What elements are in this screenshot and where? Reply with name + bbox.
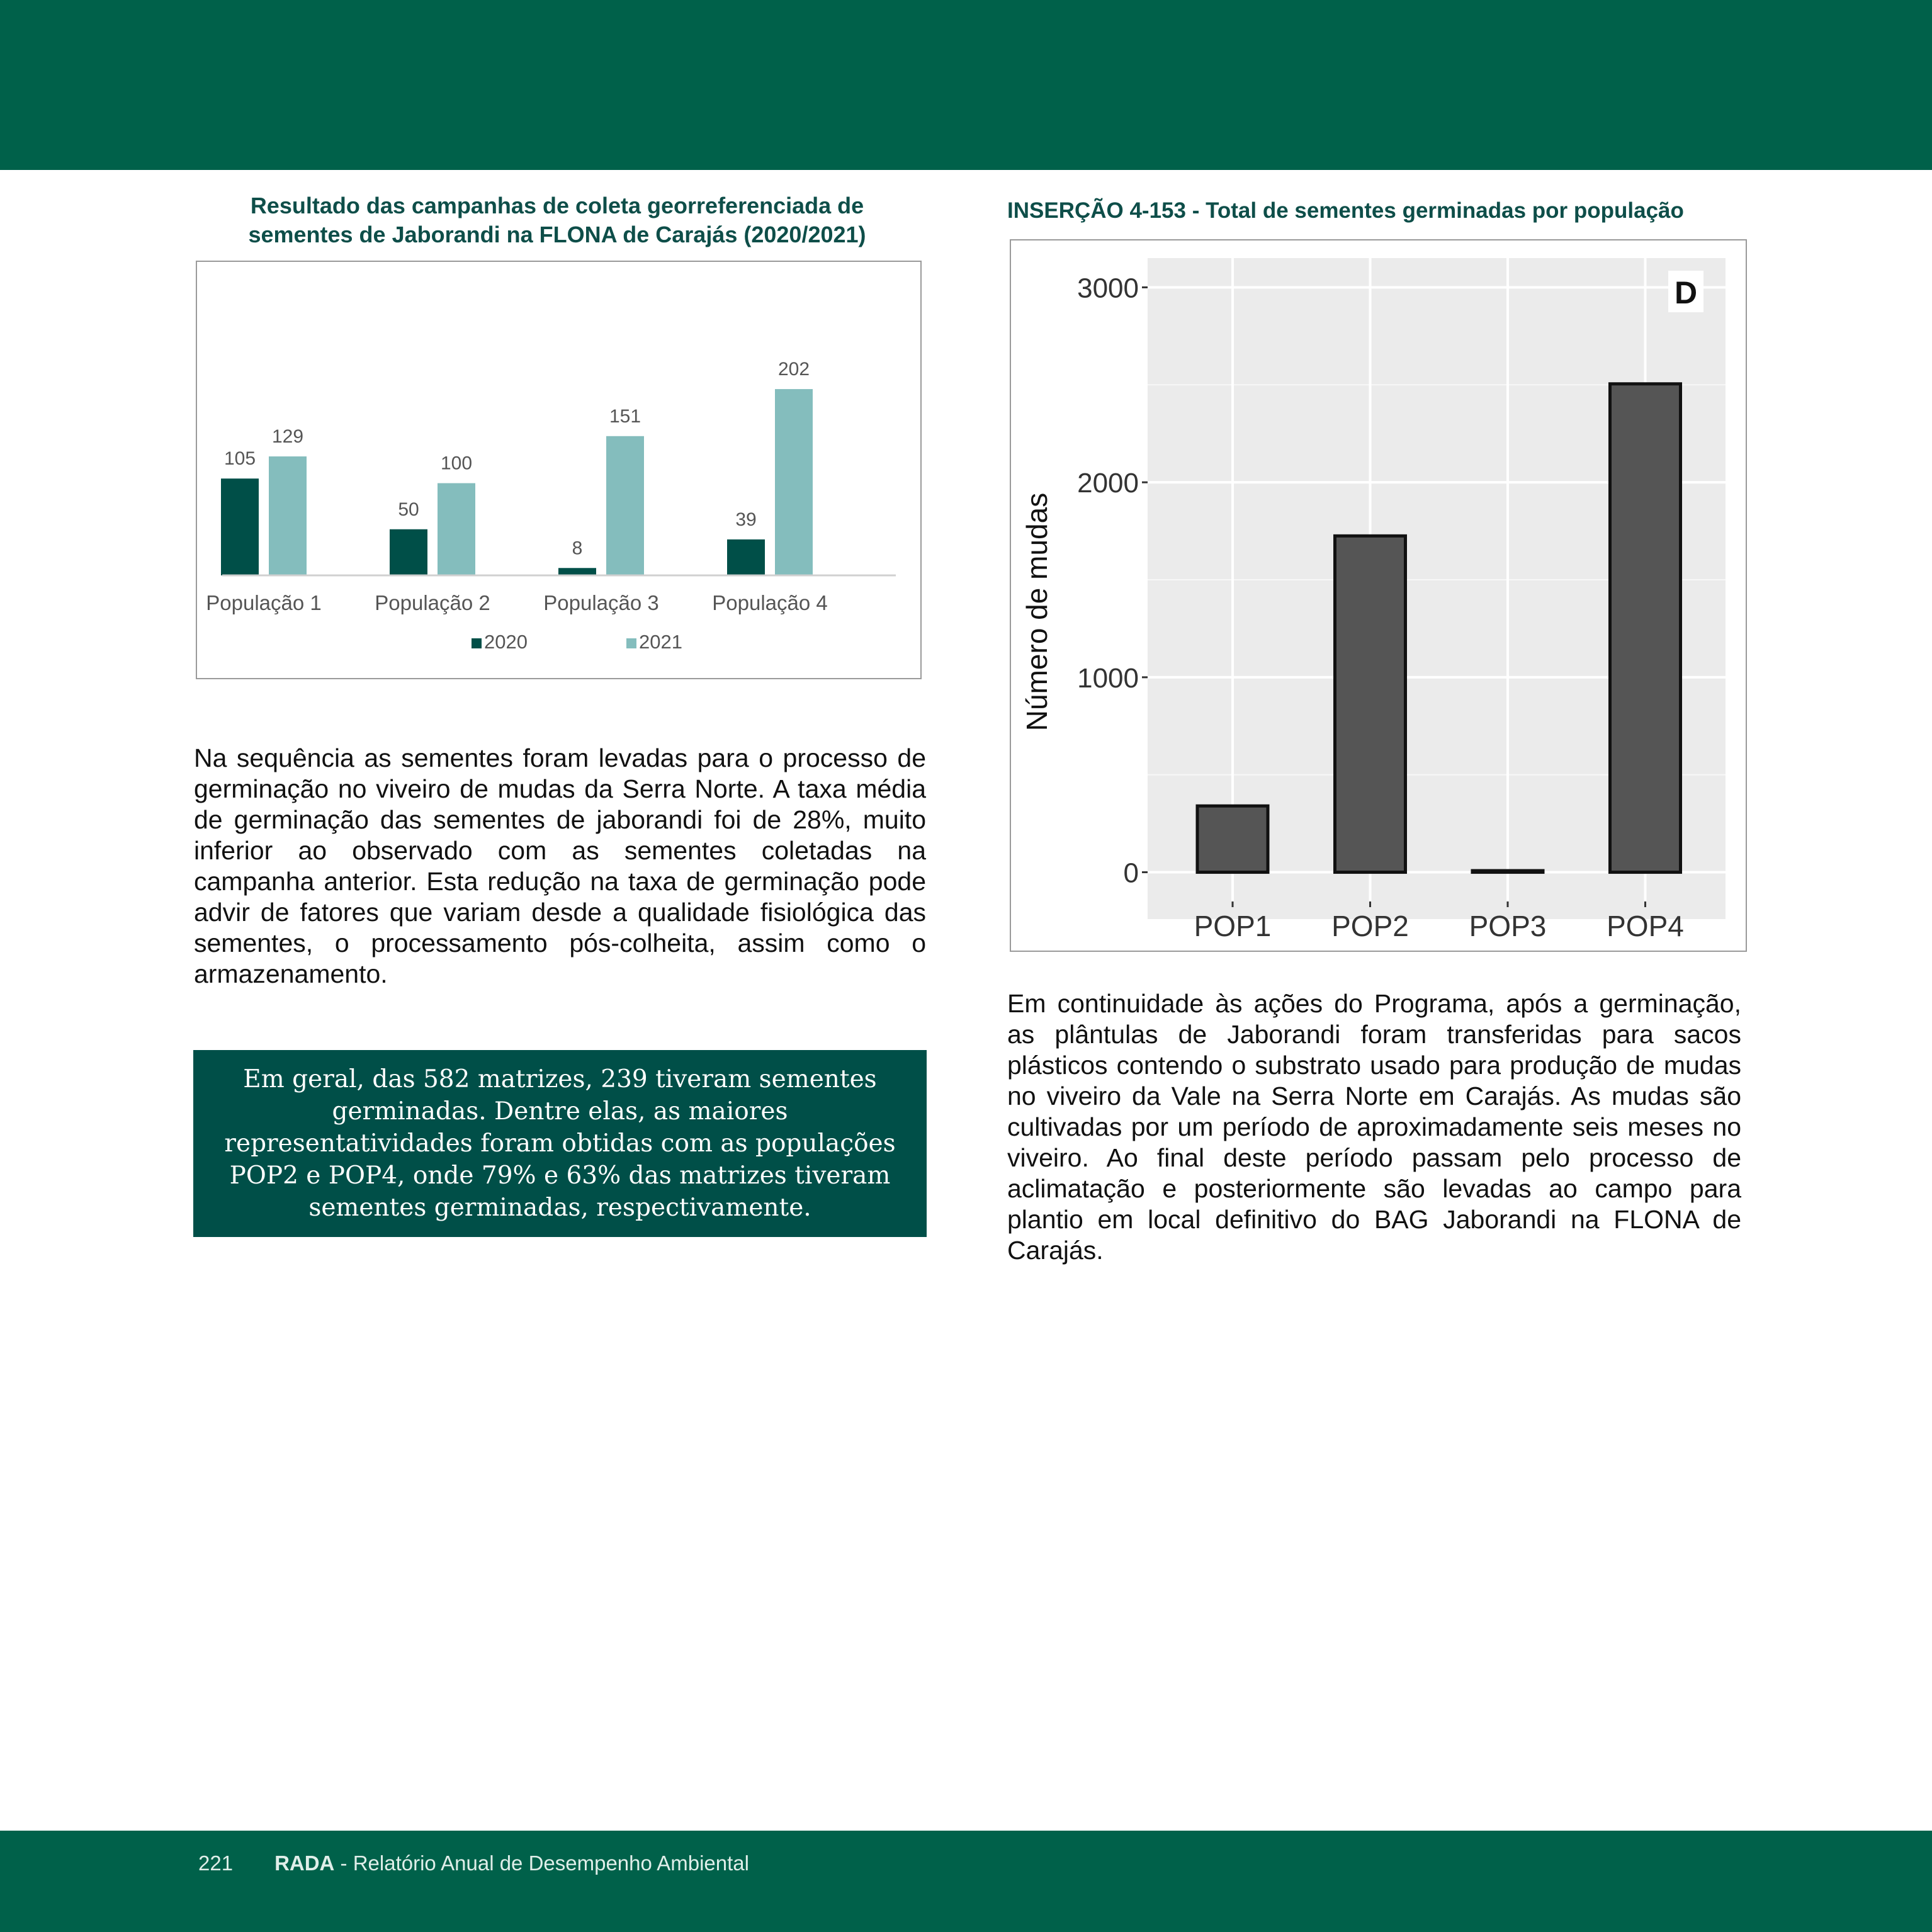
germination-bar-chart [1010, 239, 1747, 952]
data-label: 39 [735, 509, 757, 530]
bar-2021-2 [438, 483, 475, 576]
paragraph-text: Na sequência as sementes foram levadas para o processo de germinação no viveiro de mudas da Serra Norte. A taxa média de germinação das sementes de jaborandi foi de 28%, muito inferior ao observado com as sementes coletadas na campanha anterior. Esta redução na taxa de germinação pode advir de fatores que variam desde a qualidade fisiológica das sementes, o processamento pós-colheita, assim como o armazenamento. [194, 743, 926, 988]
bar-pop1 [1197, 806, 1268, 872]
data-label: 8 [572, 538, 583, 559]
x-tick-label: POP1 [1194, 910, 1272, 942]
y-axis-label: Número de mudas [1020, 492, 1053, 732]
legend-label: 2021 [639, 631, 682, 653]
footer-brand: RADA [274, 1851, 335, 1875]
data-label: 100 [440, 453, 473, 474]
category-label: População 2 [375, 591, 490, 614]
category-label: População 1 [206, 591, 322, 614]
highlight-text: Em geral, das 582 matrizes, 239 tiveram sementes germinadas. Dentre elas, as maiores representatividades foram obtidas com as populações POP2 e POP4, onde 79% e 63% das matrizes tiveram sementes germinadas, respectivamente. [224, 1065, 896, 1222]
y-tick-label: 2000 [1077, 468, 1139, 499]
legend-swatch [626, 638, 636, 648]
highlight-box [193, 1050, 927, 1237]
bar-2020-3 [558, 568, 596, 575]
data-label: 129 [271, 426, 304, 448]
y-tick-label: 1000 [1077, 662, 1139, 694]
bar-pop3 [1472, 871, 1543, 872]
legend-label: 2020 [484, 631, 528, 653]
bar-2020-4 [727, 539, 765, 575]
x-tick-label: POP3 [1469, 910, 1547, 942]
legend-swatch [472, 638, 482, 648]
y-tick-label: 0 [1123, 857, 1139, 889]
footer-band [0, 1831, 1932, 1932]
footer [198, 1850, 749, 1877]
paragraph-germination [194, 743, 926, 990]
bar-pop2 [1335, 536, 1406, 872]
page-number: 221 [198, 1851, 234, 1875]
bar-2020-2 [390, 529, 427, 575]
x-tick-label: POP2 [1331, 910, 1409, 942]
paragraph-text: Em continuidade às ações do Programa, após a germinação, as plântulas de Jaborandi foram transferidas para sacos plásticos contendo o substrato usado para produção de mudas no viveiro da Vale na Serra Norte em Carajás. As mudas são cultivadas por um período de aproximadamente seis meses no viveiro. Ao final deste período passam pelo processo de aclimatação e posteriormente são levadas ao campo para plantio em local definitivo do BAG Jaborandi na FLONA de Carajás. [1007, 989, 1741, 1265]
footer-subtitle: - Relatório Anual de Desempenho Ambiental [334, 1851, 749, 1875]
right-chart-title: INSERÇÃO 4-153 - Total de sementes germinadas por população [1007, 198, 1684, 223]
data-label: 50 [398, 499, 419, 520]
bar-2020-1 [221, 478, 259, 575]
bar-2021-3 [606, 436, 644, 575]
data-label: 202 [777, 359, 810, 380]
header-band [0, 0, 1932, 170]
data-label: 151 [609, 405, 641, 427]
collection-chart-svg [197, 262, 920, 678]
bar-2021-4 [775, 389, 813, 575]
panel-label: D [1674, 275, 1698, 310]
category-label: População 3 [543, 591, 659, 614]
germination-chart-svg [1011, 240, 1746, 951]
x-tick-label: POP4 [1607, 910, 1684, 942]
bar-2021-1 [269, 456, 307, 575]
bar-pop4 [1610, 384, 1681, 873]
left-chart-title: Resultado das campanhas de coleta georreferenciada de sementes de Jaborandi na FLONA de Carajás (2020/2021) [248, 193, 866, 247]
category-label: População 4 [712, 591, 828, 614]
paragraph-continuity [1007, 988, 1741, 1266]
data-label: 105 [223, 448, 256, 470]
collection-bar-chart [196, 261, 922, 679]
y-tick-label: 3000 [1077, 273, 1139, 304]
